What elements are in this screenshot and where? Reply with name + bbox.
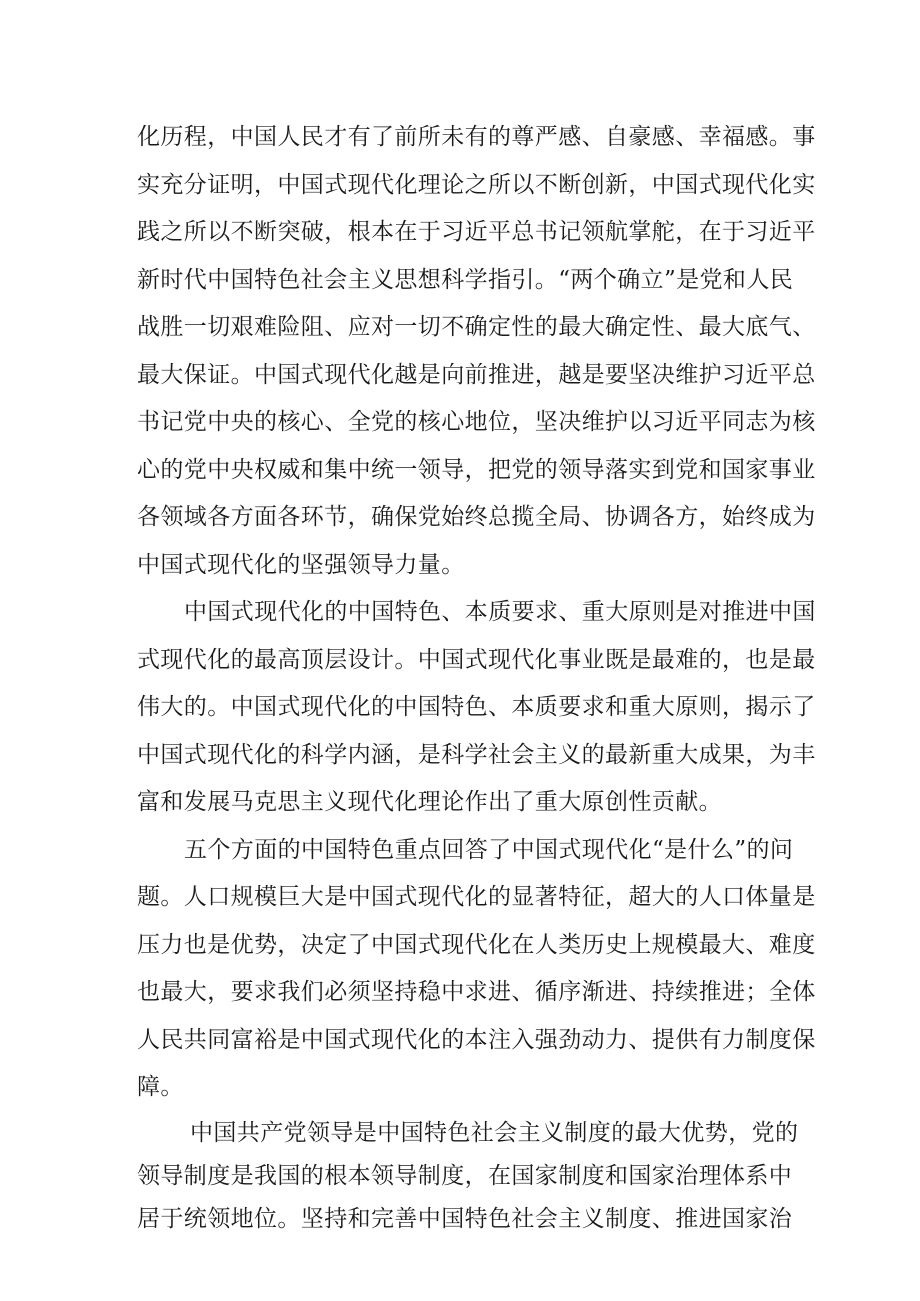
text-line: 书记党中央的核心、全党的核心地位，坚决维护以习近平同志为核 xyxy=(137,409,816,435)
text-line: 人民共同富裕是中国式现代化的本注入强劲动力、提供有力制度保 xyxy=(137,1026,816,1053)
text-line: 也最大，要求我们必须坚持稳中求进、循序渐进、持续推进；全体 xyxy=(137,979,816,1005)
text-line: 题。人口规模巨大是中国式现代化的显著特征，超大的人口体量是 xyxy=(137,884,816,910)
text-line: 最大保证。中国式现代化越是向前推进，越是要坚决维护习近平总 xyxy=(137,361,816,388)
text-line: 心的党中央权威和集中统一领导，把党的领导落实到党和国家事业 xyxy=(137,456,816,483)
text-line: 式现代化的最高顶层设计。中国式现代化事业既是最难的，也是最 xyxy=(137,646,816,673)
text-line: 各领域各方面各环节，确保党始终总揽全局、协调各方，始终成为 xyxy=(137,504,816,530)
text-line: 中国式现代化的中国特色、本质要求、重大原则是对推进中国 xyxy=(184,599,816,625)
text-line: 新时代中国特色社会主义思想科学指引。“两个确立”是党和人民 xyxy=(137,266,794,293)
text-line: 五个方面的中国特色重点回答了中国式现代化“是什么”的问 xyxy=(184,836,794,863)
text-line: 中国式现代化的坚强领导力量。 xyxy=(137,551,465,578)
text-line: 障。 xyxy=(137,1074,184,1100)
text-line: 领导制度是我国的根本领导制度，在国家制度和国家治理体系中 xyxy=(137,1162,793,1189)
text-line: 富和发展马克思主义现代化理论作出了重大原创性贡献。 xyxy=(137,789,722,815)
text-line: 化历程，中国人民才有了前所未有的尊严感、自豪感、幸福感。事 xyxy=(137,124,816,150)
text-line: 伟大的。中国式现代化的中国特色、本质要求和重大原则，揭示了 xyxy=(137,694,816,720)
paragraph-3 xyxy=(137,827,816,1112)
paragraph-2 xyxy=(137,589,816,827)
text-line: 中国共产党领导是中国特色社会主义制度的最大优势，党的 xyxy=(190,1119,799,1146)
document-body xyxy=(137,114,816,1241)
text-line: 压力也是优势，决定了中国式现代化在人类历史上规模最大、难度 xyxy=(137,931,816,958)
text-line: 实充分证明，中国式现代化理论之所以不断创新，中国式现代化实 xyxy=(137,171,816,198)
text-line: 战胜一切艰难险阻、应对一切不确定性的最大确定性、最大底气、 xyxy=(137,314,816,340)
paragraph-4 xyxy=(137,1112,809,1241)
text-line: 践之所以不断突破，根本在于习近平总书记领航掌舵，在于习近平 xyxy=(137,219,816,245)
paragraph-1 xyxy=(137,114,816,589)
text-line: 中国式现代化的科学内涵，是科学社会主义的最新重大成果，为丰 xyxy=(137,741,816,768)
text-line: 居于统领地位。坚持和完善中国特色社会主义制度、推进国家治 xyxy=(137,1205,793,1232)
